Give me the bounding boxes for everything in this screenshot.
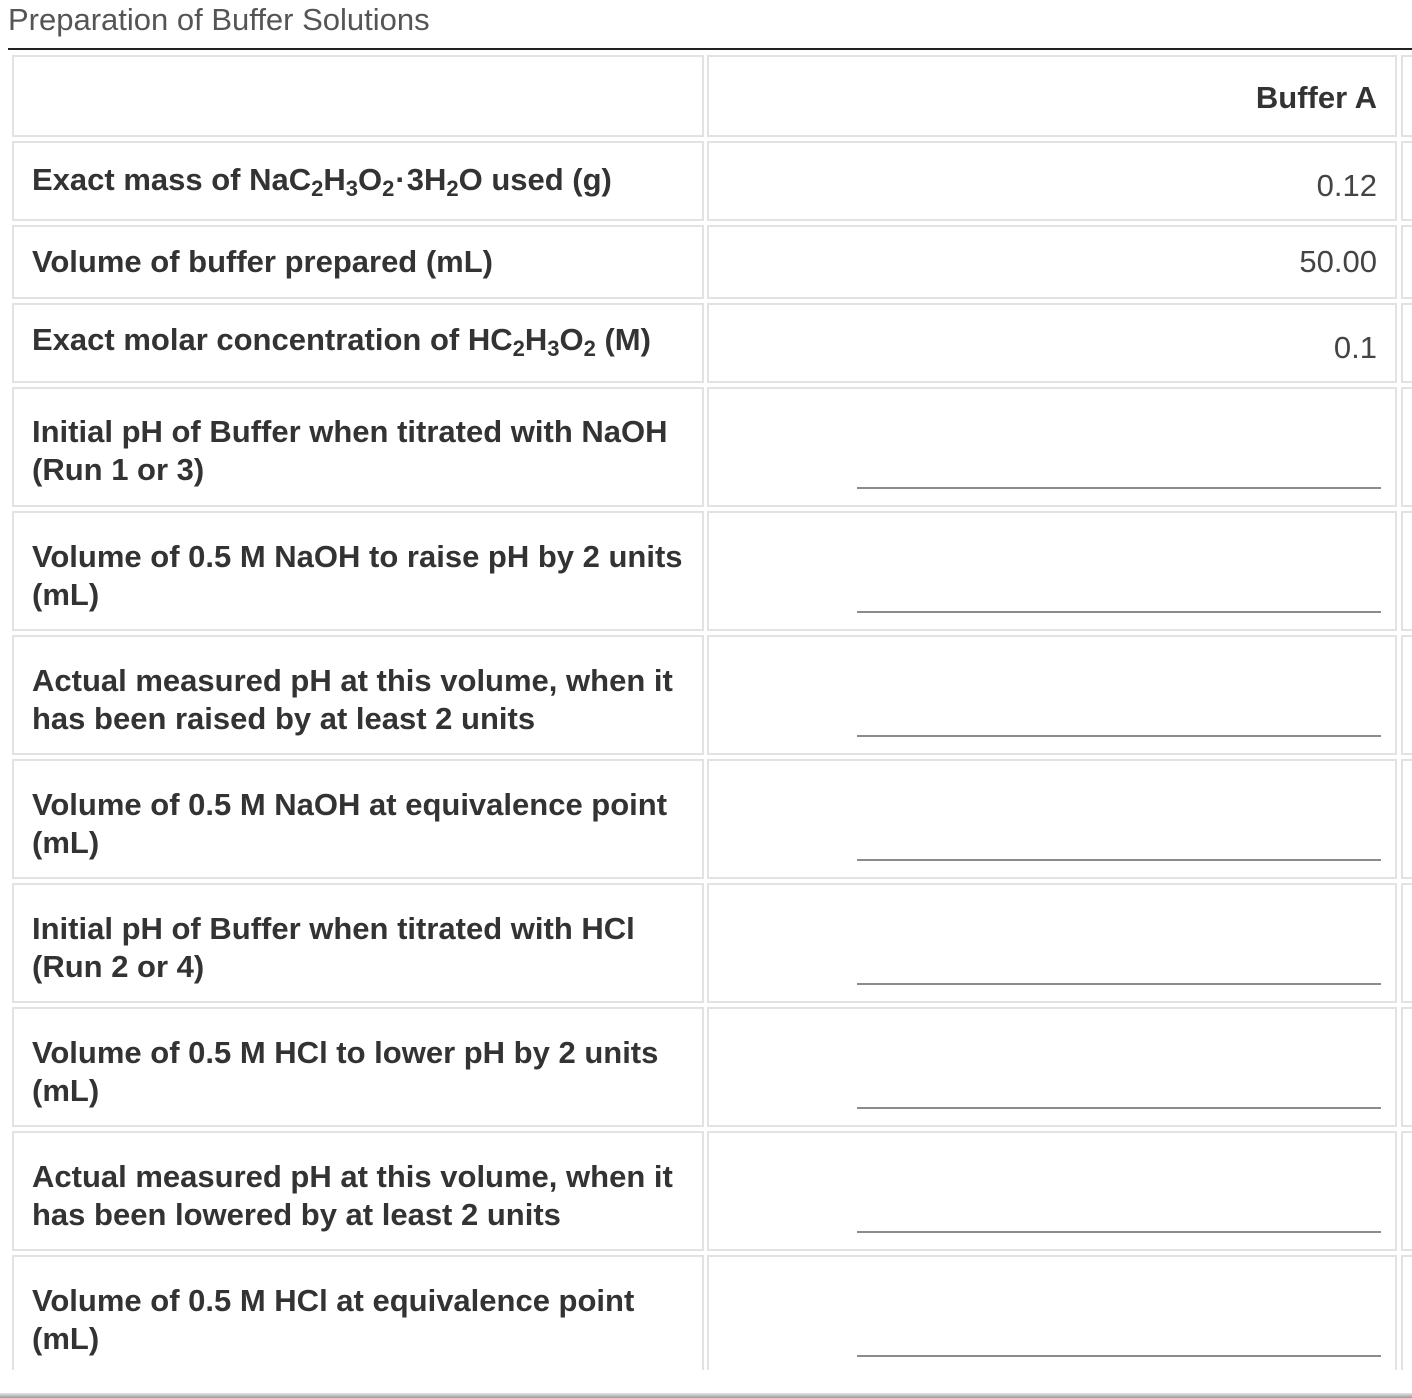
row-label-initial-ph-hcl: Initial pH of Buffer when titrated with HCl (Run 2 or 4) <box>32 911 635 984</box>
row-label-naoh-equivalence: Volume of 0.5 M NaOH at equivalence point (mL) <box>32 787 668 860</box>
input-cell <box>707 1131 1397 1251</box>
next-column-cell <box>1401 1255 1412 1370</box>
input-cell <box>707 635 1397 755</box>
row-label-hcl-volume-lower: Volume of 0.5 M HCl to lower pH by 2 units (mL) <box>32 1035 659 1108</box>
row-label-cell <box>12 635 704 755</box>
input-cell <box>707 1007 1397 1127</box>
header-label-cell <box>12 55 704 137</box>
row-label-volume-buffer: Volume of buffer prepared (mL) <box>32 244 494 279</box>
next-column-cell <box>1401 759 1412 879</box>
input-cell <box>707 1255 1397 1370</box>
row-label-cell <box>12 303 704 383</box>
row-label-cell <box>12 225 704 299</box>
row-label-cell <box>12 1131 704 1251</box>
row-label-initial-ph-naoh: Initial pH of Buffer when titrated with NaOH (Run 1 or 3) <box>32 414 668 487</box>
row-label-molar-concentration: Exact molar concentration of $HC_2H_3O_2$ (M) <box>32 322 651 361</box>
value-cell <box>707 303 1397 383</box>
row-label-mass: Exact mass of $NaC_2H_3O_2\cdot 3H_2O$ used (g) <box>32 162 612 201</box>
section-title: Preparation of Buffer Solutions <box>8 2 430 37</box>
row-label-hcl-equivalence: Volume of 0.5 M HCl at equivalence point (mL) <box>32 1283 635 1356</box>
next-column-cell <box>1401 1007 1412 1127</box>
column-header-buffer-a: Buffer A <box>1255 80 1377 115</box>
bottom-divider <box>0 1393 1412 1398</box>
next-column-cell <box>1401 225 1412 299</box>
value-molar-concentration: 0.1 <box>1333 330 1377 365</box>
value-cell <box>707 141 1397 221</box>
next-column-cell <box>1401 883 1412 1003</box>
value-cell <box>707 225 1397 299</box>
hcl-equivalence-input[interactable] <box>857 1327 1381 1357</box>
row-label-cell <box>12 511 704 631</box>
measured-ph-lowered-input[interactable] <box>857 1203 1381 1233</box>
data-table <box>0 50 1412 1370</box>
input-cell <box>707 759 1397 879</box>
row-label-cell <box>12 759 704 879</box>
value-mass: 0.12 <box>1316 168 1377 203</box>
input-cell <box>707 387 1397 507</box>
row-label-cell <box>12 1007 704 1127</box>
input-cell <box>707 883 1397 1003</box>
row-label-cell <box>12 1255 704 1370</box>
next-column-cell <box>1401 1131 1412 1251</box>
value-volume-buffer: 50.00 <box>1299 244 1377 279</box>
next-column-cell <box>1401 387 1412 507</box>
header-buffer-a-cell <box>707 55 1397 137</box>
row-label-cell <box>12 141 704 221</box>
hcl-volume-lower-input[interactable] <box>857 1079 1381 1109</box>
initial-ph-hcl-input[interactable] <box>857 955 1381 985</box>
input-cell <box>707 511 1397 631</box>
initial-ph-naoh-input[interactable] <box>857 459 1381 489</box>
row-label-cell <box>12 387 704 507</box>
next-column-cell <box>1401 141 1412 221</box>
next-column-header-cell <box>1401 55 1412 137</box>
next-column-cell <box>1401 303 1412 383</box>
row-label-measured-ph-lowered: Actual measured pH at this volume, when it has been lowered by at least 2 units <box>32 1159 673 1232</box>
row-label-cell <box>12 883 704 1003</box>
naoh-volume-raise-input[interactable] <box>857 583 1381 613</box>
scroll-region-bottom-edge <box>0 1370 1412 1398</box>
naoh-equivalence-input[interactable] <box>857 831 1381 861</box>
row-label-measured-ph-raised: Actual measured pH at this volume, when it has been raised by at least 2 units <box>32 663 673 736</box>
next-column-cell <box>1401 511 1412 631</box>
row-label-naoh-volume-raise: Volume of 0.5 M NaOH to raise pH by 2 units (mL) <box>32 539 683 612</box>
next-column-cell <box>1401 635 1412 755</box>
measured-ph-raised-input[interactable] <box>857 707 1381 737</box>
